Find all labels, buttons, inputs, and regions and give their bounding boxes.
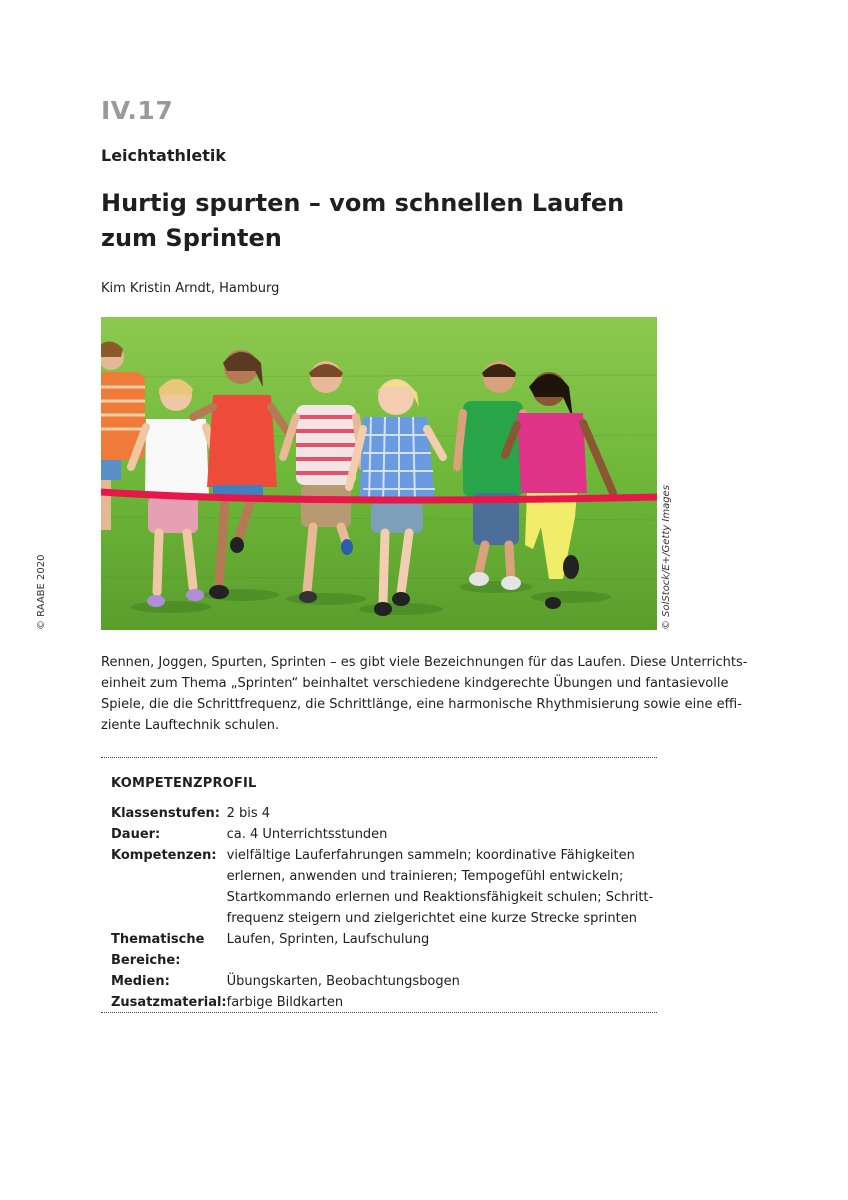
profile-value: Laufen, Sprinten, Laufschulung <box>226 932 430 947</box>
intro-paragraph <box>101 652 748 736</box>
profile-label: Kompetenzen: <box>111 848 217 863</box>
intro-line: ziente Lauftechnik schulen. <box>101 718 280 733</box>
profile-row <box>111 845 653 929</box>
intro-line: einheit zum Thema „Sprinten“ beinhaltet verschiedene kindgerechte Übungen und fantasievolle <box>101 676 729 691</box>
profile-row <box>111 992 653 1013</box>
dotted-divider-bottom <box>101 1012 657 1013</box>
profile-label: Medien: <box>111 974 170 989</box>
profile-row <box>111 929 653 971</box>
profile-heading: KOMPETENZPROFIL <box>111 776 257 791</box>
profile-value: ca. 4 Unterrichtsstunden <box>226 827 388 842</box>
profile-label: Thematische Bereiche: <box>111 932 205 968</box>
section-code: IV.17 <box>101 96 174 125</box>
profile-row <box>111 803 653 824</box>
author-line: Kim Kristin Arndt, Hamburg <box>101 281 280 296</box>
profile-label: Zusatzmaterial: <box>111 995 227 1010</box>
competence-profile-table <box>111 803 653 1013</box>
profile-row <box>111 824 653 845</box>
intro-line: Rennen, Joggen, Spurten, Sprinten – es gibt viele Bezeichnungen für das Laufen. Diese Unterrichts- <box>101 655 748 670</box>
intro-line: Spiele, die die Schrittfrequenz, die Schrittlänge, eine harmonische Rhythmisierung sowie eine effi- <box>101 697 742 712</box>
profile-label: Klassenstufen: <box>111 806 220 821</box>
profile-value: 2 bis 4 <box>226 806 271 821</box>
children-running-photo <box>101 317 657 630</box>
page-title: Hurtig spurten – vom schnellen Laufen zum Sprinten <box>101 189 625 252</box>
profile-value: vielfältige Lauferfahrungen sammeln; koordinative Fähigkeiten erlernen, anwenden und trainieren; Tempogefühl entwickeln; Startkommando erlernen und Reaktionsfähigkeit schulen; Schritt- frequenz steigern und zielgerichtet eine kurze Strecke sprinten <box>226 848 654 926</box>
dotted-divider-top <box>101 757 657 758</box>
subject-label: Leichtathletik <box>101 146 226 165</box>
copyright-notice: © RAABE 2020 <box>36 554 47 630</box>
profile-value: Übungskarten, Beobachtungsbogen <box>226 974 460 989</box>
profile-label: Dauer: <box>111 827 161 842</box>
photo-credit: © SolStock/E+/Getty Images <box>661 485 672 630</box>
profile-row <box>111 971 653 992</box>
profile-value: farbige Bildkarten <box>226 995 344 1010</box>
